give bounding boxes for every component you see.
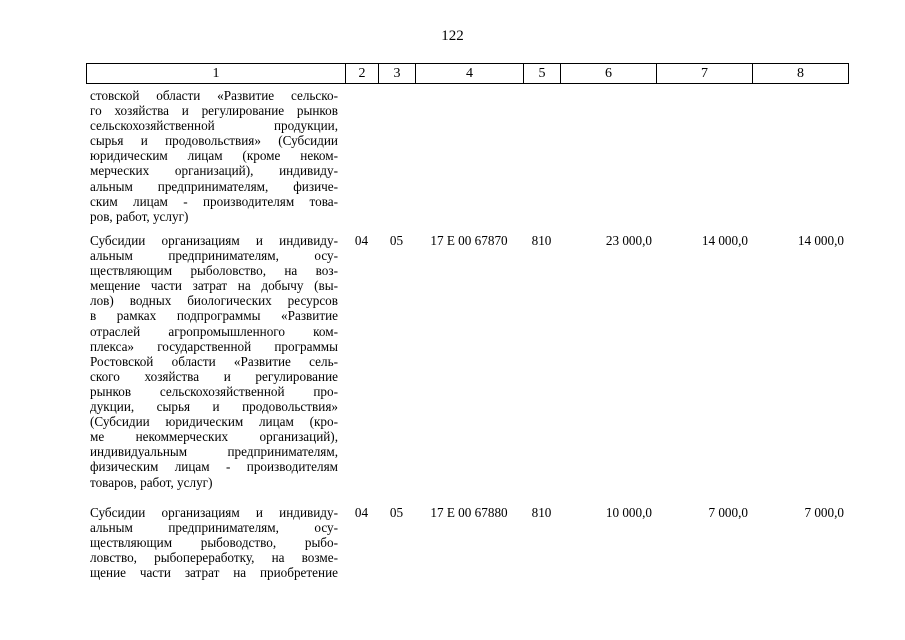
cell-expense-type: 810 [531, 233, 552, 248]
description-line: альным предпринимателям, осу- [90, 520, 338, 536]
cell-target-code: 17 Е 00 67870 [430, 233, 508, 248]
description-line: альным предпринимателям, физиче- [90, 178, 338, 194]
description-line: индивидуальным предпринимателям, [90, 444, 338, 460]
column-header-8: 8 [753, 64, 849, 83]
cell-amount-6: 10 000,0 [605, 505, 652, 520]
column-header-5: 5 [524, 64, 561, 83]
description-line: сельскохозяйственной продукции, [90, 118, 338, 134]
row-description [90, 233, 338, 490]
description-line: мерческих организаций), индивиду- [90, 163, 338, 179]
description-line: ским лицам - производителям това- [90, 193, 338, 209]
cell-subsection: 05 [389, 233, 404, 248]
cell-amount-7: 7 000,0 [708, 505, 748, 520]
description-line: физическим лицам - производителям [90, 459, 338, 475]
description-line: плекса» государственной программы [90, 338, 338, 354]
description-line: юридическим лицам (кроме неком- [90, 148, 338, 164]
row-description [90, 88, 338, 224]
description-line: лов) водных биологических ресурсов [90, 293, 338, 309]
column-header-2: 2 [346, 64, 379, 83]
cell-subsection: 05 [389, 505, 404, 520]
cell-amount-6: 23 000,0 [605, 233, 652, 248]
description-line: стовской области «Развитие сельско- [90, 88, 338, 103]
description-line: ществляющим рыбоводство, рыбо- [90, 535, 338, 551]
description-line: Субсидии организациям и индивиду- [90, 233, 338, 248]
description-line: альным предпринимателям, осу- [90, 248, 338, 264]
description-line: щение части затрат на приобретение [90, 565, 338, 581]
description-line: рынков сельскохозяйственной про- [90, 383, 338, 399]
description-line: (Субсидии юридическим лицам (кро- [90, 414, 338, 430]
description-line: мещение части затрат на добычу (вы- [90, 278, 338, 294]
description-line: Субсидии организациям и индивиду- [90, 505, 338, 520]
cell-target-code: 17 Е 00 67880 [430, 505, 508, 520]
description-line: в рамках подпрограммы «Развитие [90, 308, 338, 324]
description-line: го хозяйства и регулирование рынков [90, 103, 338, 119]
column-header-7: 7 [657, 64, 753, 83]
description-line: товаров, работ, услуг) [90, 474, 213, 490]
column-header-4: 4 [416, 64, 524, 83]
column-header-1: 1 [87, 64, 346, 83]
description-line: дукции, сырья и продовольствия» [90, 399, 338, 415]
cell-expense-type: 810 [531, 505, 552, 520]
page-number: 122 [441, 28, 464, 44]
description-line: ществляющим рыболовство, на воз- [90, 263, 338, 279]
description-line: ловство, рыбопереработку, на возме- [90, 550, 338, 566]
description-line: Ростовской области «Развитие сель- [90, 353, 338, 369]
description-line: ров, работ, услуг) [90, 208, 189, 224]
description-line: сырья и продовольствия» (Субсидии [90, 133, 338, 149]
column-header-6: 6 [561, 64, 657, 83]
cell-section: 04 [354, 505, 369, 520]
description-line: ме некоммерческих организаций), [90, 429, 338, 445]
description-line: ского хозяйства и регулирование [90, 368, 338, 384]
table-header-row [86, 63, 849, 84]
cell-amount-8: 14 000,0 [797, 233, 844, 248]
description-line: отраслей агропромышленного ком- [90, 323, 338, 339]
cell-section: 04 [354, 233, 369, 248]
cell-amount-8: 7 000,0 [804, 505, 844, 520]
column-header-3: 3 [379, 64, 416, 83]
cell-amount-7: 14 000,0 [701, 233, 748, 248]
row-description [90, 505, 338, 580]
